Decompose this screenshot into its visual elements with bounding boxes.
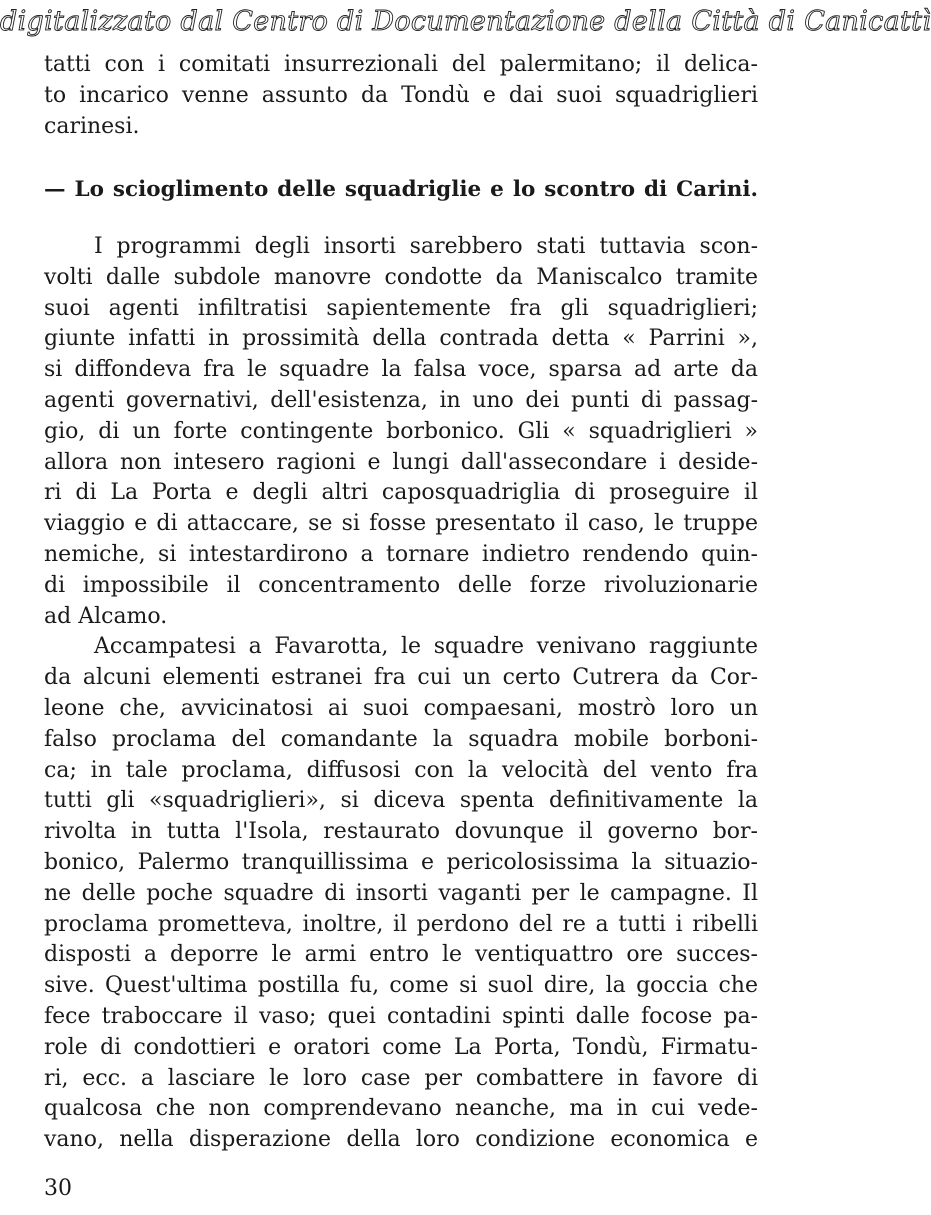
text-line: agenti governativi, dell'esistenza, in uno dei punti di passag- (44, 387, 758, 413)
text-line: carinesi. (44, 113, 140, 139)
text-line: tatti con i comitati insurrezionali del palermitano; il delica- (44, 52, 758, 77)
text-line: allora non intesero ragioni e lungi dall'assecondare i deside- (44, 449, 758, 475)
text-line: viaggio e di attaccare, se si fosse presentato il caso, le truppe (44, 511, 758, 537)
digitization-watermark: digitalizzato dal Centro di Documentazione della Città di Canicattì (0, 6, 931, 37)
text-line: Accampatesi a Favarotta, le squadre venivano raggiunte (94, 634, 758, 660)
text-line: to incarico venne assunto da Tondù e dai suoi squadriglieri (44, 82, 758, 108)
text-line: gio, di un forte contingente borbonico. Gli « squadriglieri » (44, 418, 758, 444)
text-line: vano, nella disperazione della loro condizione economica e (44, 1127, 758, 1153)
text-line: role di condottieri e oratori come La Porta, Tondù, Firmatu- (44, 1034, 758, 1060)
text-line: volti dalle subdole manovre condotte da Maniscalco tramite (44, 264, 758, 290)
text-line: bonico, Palermo tranquillissima e pericolosissima la situazio- (44, 849, 758, 875)
text-line: proclama prometteva, inoltre, il perdono del re a tutti i ribelli (44, 911, 758, 937)
text-line: giunte infatti in prossimità della contrada detta « Parrini », (44, 326, 758, 352)
text-line: di impossibile il concentramento delle forze rivoluzionarie (44, 572, 758, 598)
text-line: rivolta in tutta l'Isola, restaurato dovunque il governo bor- (44, 819, 758, 845)
text-line: si diffondeva fra le squadre la falsa voce, sparsa ad arte da (44, 357, 758, 383)
text-line: sive. Quest'ultima postilla fu, come si suol dire, la goccia che (44, 973, 758, 999)
text-line: I programmi degli insorti sarebbero stati tuttavia scon- (94, 234, 758, 259)
intro-text (44, 50, 758, 142)
text-line: qualcosa che non comprendevano neanche, ma in cui vede- (44, 1096, 758, 1122)
text-line: tutti gli «squadriglieri», si diceva spenta definitivamente la (44, 788, 758, 814)
text-line: ad Alcamo. (44, 603, 168, 629)
paragraph-2 (44, 632, 758, 1156)
text-line: leone che, avvicinatosi ai suoi compaesani, mostrò loro un (44, 695, 758, 721)
text-line: fece traboccare il vaso; quei contadini spinti dalle focose pa- (44, 1003, 758, 1029)
text-line: da alcuni elementi estranei fra cui un certo Cutrera da Cor- (44, 665, 758, 691)
page-number: 30 (44, 1176, 72, 1201)
text-line: nemiche, si intestardirono a tornare indietro rendendo quin- (44, 541, 758, 567)
text-line: suoi agenti infiltratisi sapientemente fra gli squadriglieri; (44, 295, 758, 321)
body-text (44, 232, 758, 1156)
paragraph-1 (44, 232, 758, 632)
text-line: ca; in tale proclama, diffusosi con la velocità del vento fra (44, 757, 758, 783)
text-line: ri di La Porta e degli altri caposquadriglia di proseguire il (44, 480, 758, 506)
text-line: ri, ecc. a lasciare le loro case per combattere in favore di (44, 1065, 758, 1091)
text-line: disposti a deporre le armi entro le ventiquattro ore succes- (44, 942, 758, 968)
text-line: falso proclama del comandante la squadra mobile borboni- (44, 726, 758, 752)
text-line: ne delle poche squadre di insorti vaganti per le campagne. Il (44, 880, 758, 906)
section-heading: — Lo scioglimento delle squadriglie e lo scontro di Carini. (44, 177, 758, 202)
